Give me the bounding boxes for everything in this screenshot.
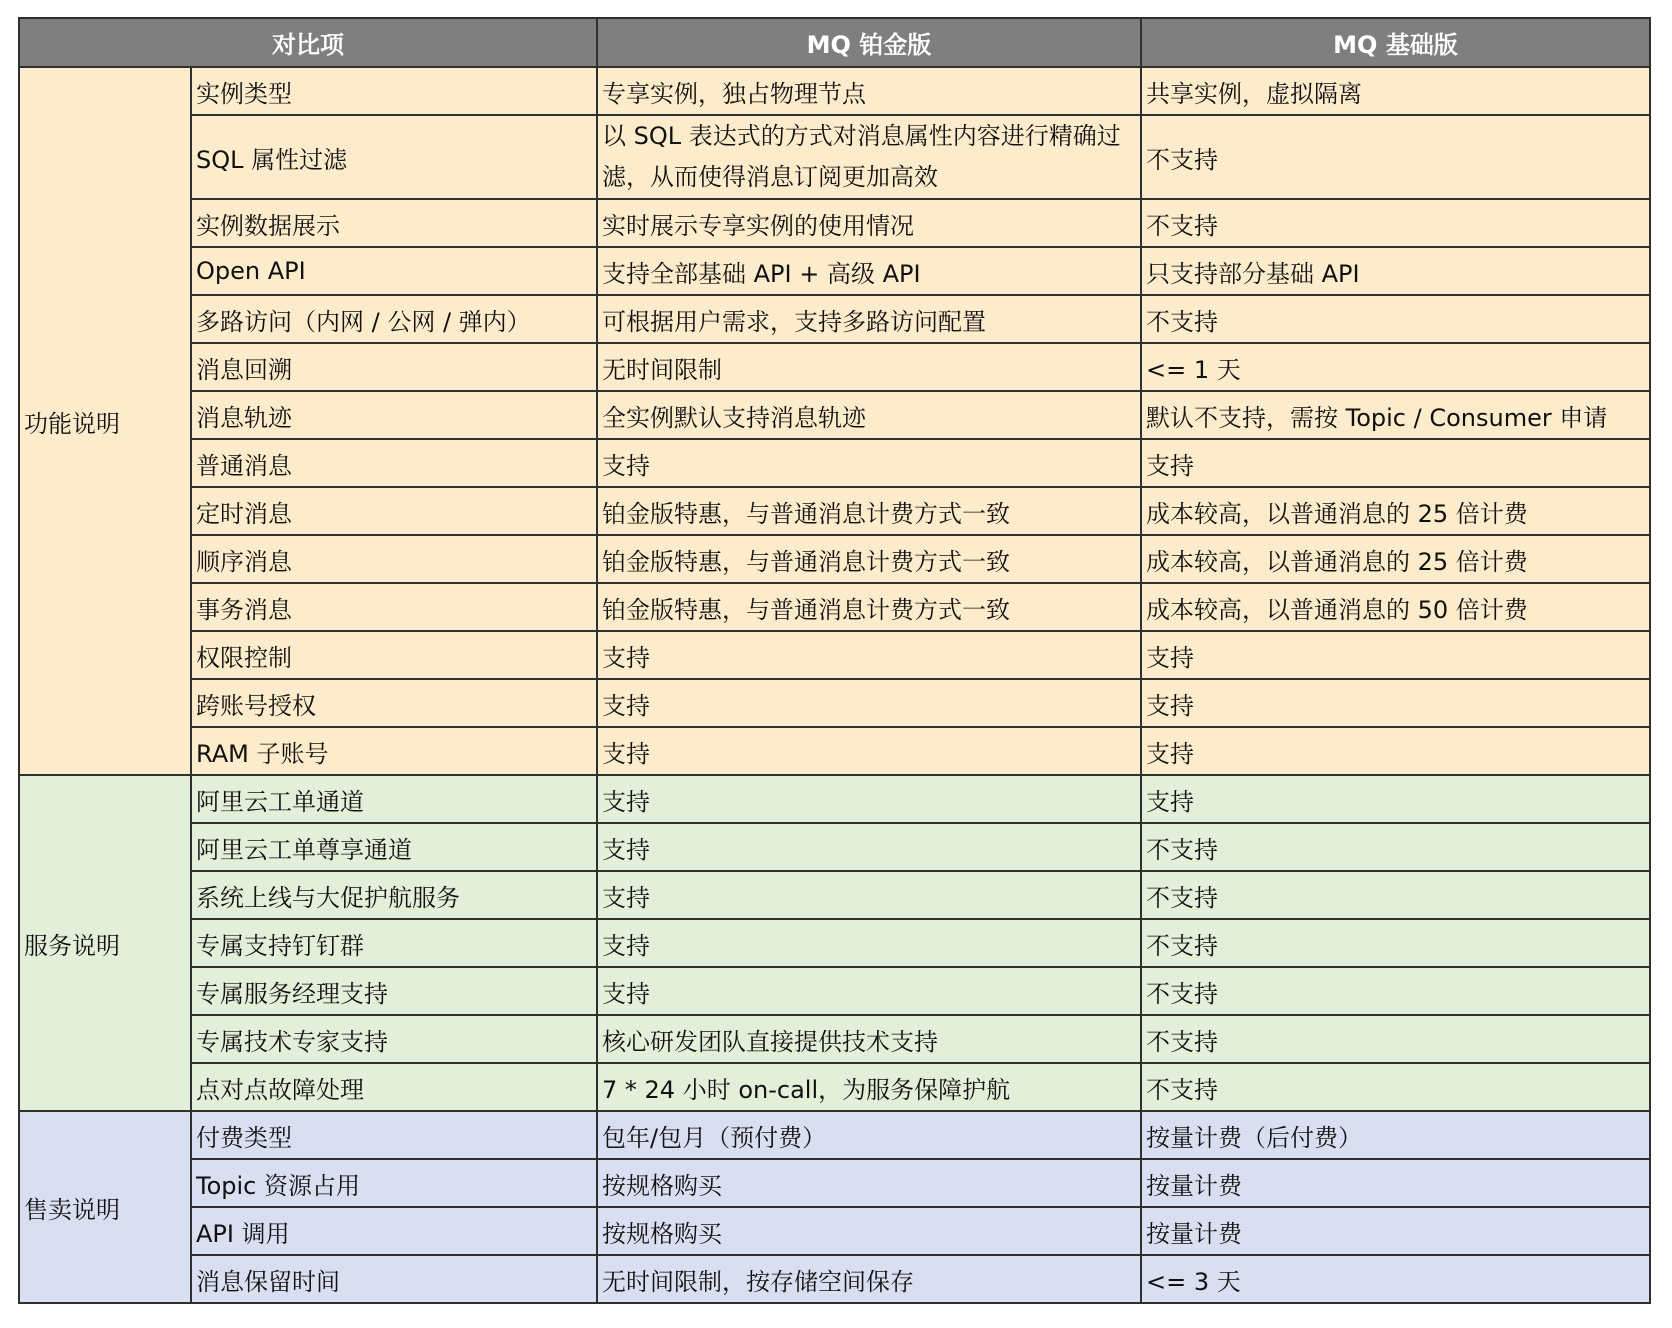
basic-value-cell: 不支持 — [1141, 1063, 1650, 1111]
table-row — [19, 295, 1650, 343]
group-label-service: 服务说明 — [19, 775, 191, 1111]
feature-name-cell: 事务消息 — [191, 583, 597, 631]
table-body — [19, 67, 1650, 1303]
basic-value-cell: 不支持 — [1141, 967, 1650, 1015]
platinum-value-cell: 无时间限制 — [597, 343, 1141, 391]
basic-value-cell: 只支持部分基础 API — [1141, 247, 1650, 295]
feature-name-cell: 专属服务经理支持 — [191, 967, 597, 1015]
feature-name-cell: 消息回溯 — [191, 343, 597, 391]
table-row — [19, 583, 1650, 631]
table-row — [19, 343, 1650, 391]
header-platinum-edition: MQ 铂金版 — [597, 18, 1141, 67]
platinum-value-cell: 核心研发团队直接提供技术支持 — [597, 1015, 1141, 1063]
table-row — [19, 199, 1650, 247]
platinum-value-cell: 支持全部基础 API + 高级 API — [597, 247, 1141, 295]
basic-value-cell: 成本较高，以普通消息的 50 倍计费 — [1141, 583, 1650, 631]
platinum-value-cell: 支持 — [597, 679, 1141, 727]
feature-name-cell: 消息保留时间 — [191, 1255, 597, 1303]
table-row — [19, 679, 1650, 727]
group-label-function: 功能说明 — [19, 67, 191, 775]
comparison-table — [18, 17, 1651, 1304]
platinum-value-cell: 支持 — [597, 631, 1141, 679]
table-row — [19, 1111, 1650, 1159]
table-row — [19, 871, 1650, 919]
feature-name-cell: RAM 子账号 — [191, 727, 597, 775]
feature-name-cell: 普通消息 — [191, 439, 597, 487]
feature-name-cell: 系统上线与大促护航服务 — [191, 871, 597, 919]
feature-name-cell: API 调用 — [191, 1207, 597, 1255]
basic-value-cell: 不支持 — [1141, 295, 1650, 343]
platinum-value-cell: 包年/包月（预付费） — [597, 1111, 1141, 1159]
feature-name-cell: 点对点故障处理 — [191, 1063, 597, 1111]
table-row — [19, 67, 1650, 115]
feature-name-cell: 阿里云工单尊享通道 — [191, 823, 597, 871]
feature-name-cell: 跨账号授权 — [191, 679, 597, 727]
table-row — [19, 1015, 1650, 1063]
platinum-value-cell: 7 * 24 小时 on-call，为服务保障护航 — [597, 1063, 1141, 1111]
platinum-value-cell: 按规格购买 — [597, 1207, 1141, 1255]
table-row — [19, 247, 1650, 295]
platinum-value-cell: 无时间限制，按存储空间保存 — [597, 1255, 1141, 1303]
basic-value-cell: 支持 — [1141, 727, 1650, 775]
basic-value-cell: 支持 — [1141, 775, 1650, 823]
table-row — [19, 1255, 1650, 1303]
table-row — [19, 823, 1650, 871]
basic-value-cell: 默认不支持，需按 Topic / Consumer 申请 — [1141, 391, 1650, 439]
feature-name-cell: 付费类型 — [191, 1111, 597, 1159]
feature-name-cell: 定时消息 — [191, 487, 597, 535]
platinum-value-cell: 实时展示专享实例的使用情况 — [597, 199, 1141, 247]
feature-name-cell: Open API — [191, 247, 597, 295]
table-row — [19, 919, 1650, 967]
platinum-value-cell: 支持 — [597, 775, 1141, 823]
header-comparison-item: 对比项 — [19, 18, 597, 67]
platinum-value-cell: 铂金版特惠，与普通消息计费方式一致 — [597, 535, 1141, 583]
basic-value-cell: 不支持 — [1141, 115, 1650, 199]
table-row — [19, 775, 1650, 823]
platinum-value-cell: 支持 — [597, 823, 1141, 871]
basic-value-cell: 支持 — [1141, 679, 1650, 727]
table-row — [19, 391, 1650, 439]
group-label-sales: 售卖说明 — [19, 1111, 191, 1303]
basic-value-cell: 不支持 — [1141, 823, 1650, 871]
basic-value-cell: 不支持 — [1141, 919, 1650, 967]
feature-name-cell: 多路访问（内网 / 公网 / 弹内） — [191, 295, 597, 343]
basic-value-cell: 不支持 — [1141, 199, 1650, 247]
basic-value-cell: 按量计费（后付费） — [1141, 1111, 1650, 1159]
feature-name-cell: 实例类型 — [191, 67, 597, 115]
feature-name-cell: 专属技术专家支持 — [191, 1015, 597, 1063]
platinum-value-cell: 支持 — [597, 967, 1141, 1015]
feature-name-cell: 消息轨迹 — [191, 391, 597, 439]
platinum-value-cell: 支持 — [597, 871, 1141, 919]
table-row — [19, 967, 1650, 1015]
platinum-value-cell: 全实例默认支持消息轨迹 — [597, 391, 1141, 439]
platinum-value-cell: 专享实例，独占物理节点 — [597, 67, 1141, 115]
basic-value-cell: 按量计费 — [1141, 1207, 1650, 1255]
platinum-value-cell: 支持 — [597, 727, 1141, 775]
table-row — [19, 1159, 1650, 1207]
header-basic-edition: MQ 基础版 — [1141, 18, 1650, 67]
basic-value-cell: 支持 — [1141, 439, 1650, 487]
table-row — [19, 535, 1650, 583]
basic-value-cell: 不支持 — [1141, 871, 1650, 919]
table-row — [19, 727, 1650, 775]
table-row — [19, 1207, 1650, 1255]
header-row — [19, 18, 1650, 67]
platinum-value-cell: 以 SQL 表达式的方式对消息属性内容进行精确过滤，从而使得消息订阅更加高效 — [597, 115, 1141, 199]
table-row — [19, 115, 1650, 199]
table-header — [19, 18, 1650, 67]
table-row — [19, 1063, 1650, 1111]
basic-value-cell: 不支持 — [1141, 1015, 1650, 1063]
platinum-value-cell: 铂金版特惠，与普通消息计费方式一致 — [597, 583, 1141, 631]
feature-name-cell: 顺序消息 — [191, 535, 597, 583]
platinum-value-cell: 按规格购买 — [597, 1159, 1141, 1207]
platinum-value-cell: 铂金版特惠，与普通消息计费方式一致 — [597, 487, 1141, 535]
feature-name-cell: 实例数据展示 — [191, 199, 597, 247]
feature-name-cell: 阿里云工单通道 — [191, 775, 597, 823]
table-row — [19, 487, 1650, 535]
basic-value-cell: 支持 — [1141, 631, 1650, 679]
feature-name-cell: Topic 资源占用 — [191, 1159, 597, 1207]
basic-value-cell: 按量计费 — [1141, 1159, 1650, 1207]
basic-value-cell: 成本较高，以普通消息的 25 倍计费 — [1141, 535, 1650, 583]
table-row — [19, 631, 1650, 679]
platinum-value-cell: 可根据用户需求，支持多路访问配置 — [597, 295, 1141, 343]
basic-value-cell: 成本较高，以普通消息的 25 倍计费 — [1141, 487, 1650, 535]
basic-value-cell: <= 3 天 — [1141, 1255, 1650, 1303]
table-row — [19, 439, 1650, 487]
basic-value-cell: <= 1 天 — [1141, 343, 1650, 391]
comparison-table-container — [18, 17, 1651, 1304]
platinum-value-cell: 支持 — [597, 439, 1141, 487]
feature-name-cell: SQL 属性过滤 — [191, 115, 597, 199]
platinum-value-cell: 支持 — [597, 919, 1141, 967]
feature-name-cell: 权限控制 — [191, 631, 597, 679]
feature-name-cell: 专属支持钉钉群 — [191, 919, 597, 967]
basic-value-cell: 共享实例，虚拟隔离 — [1141, 67, 1650, 115]
